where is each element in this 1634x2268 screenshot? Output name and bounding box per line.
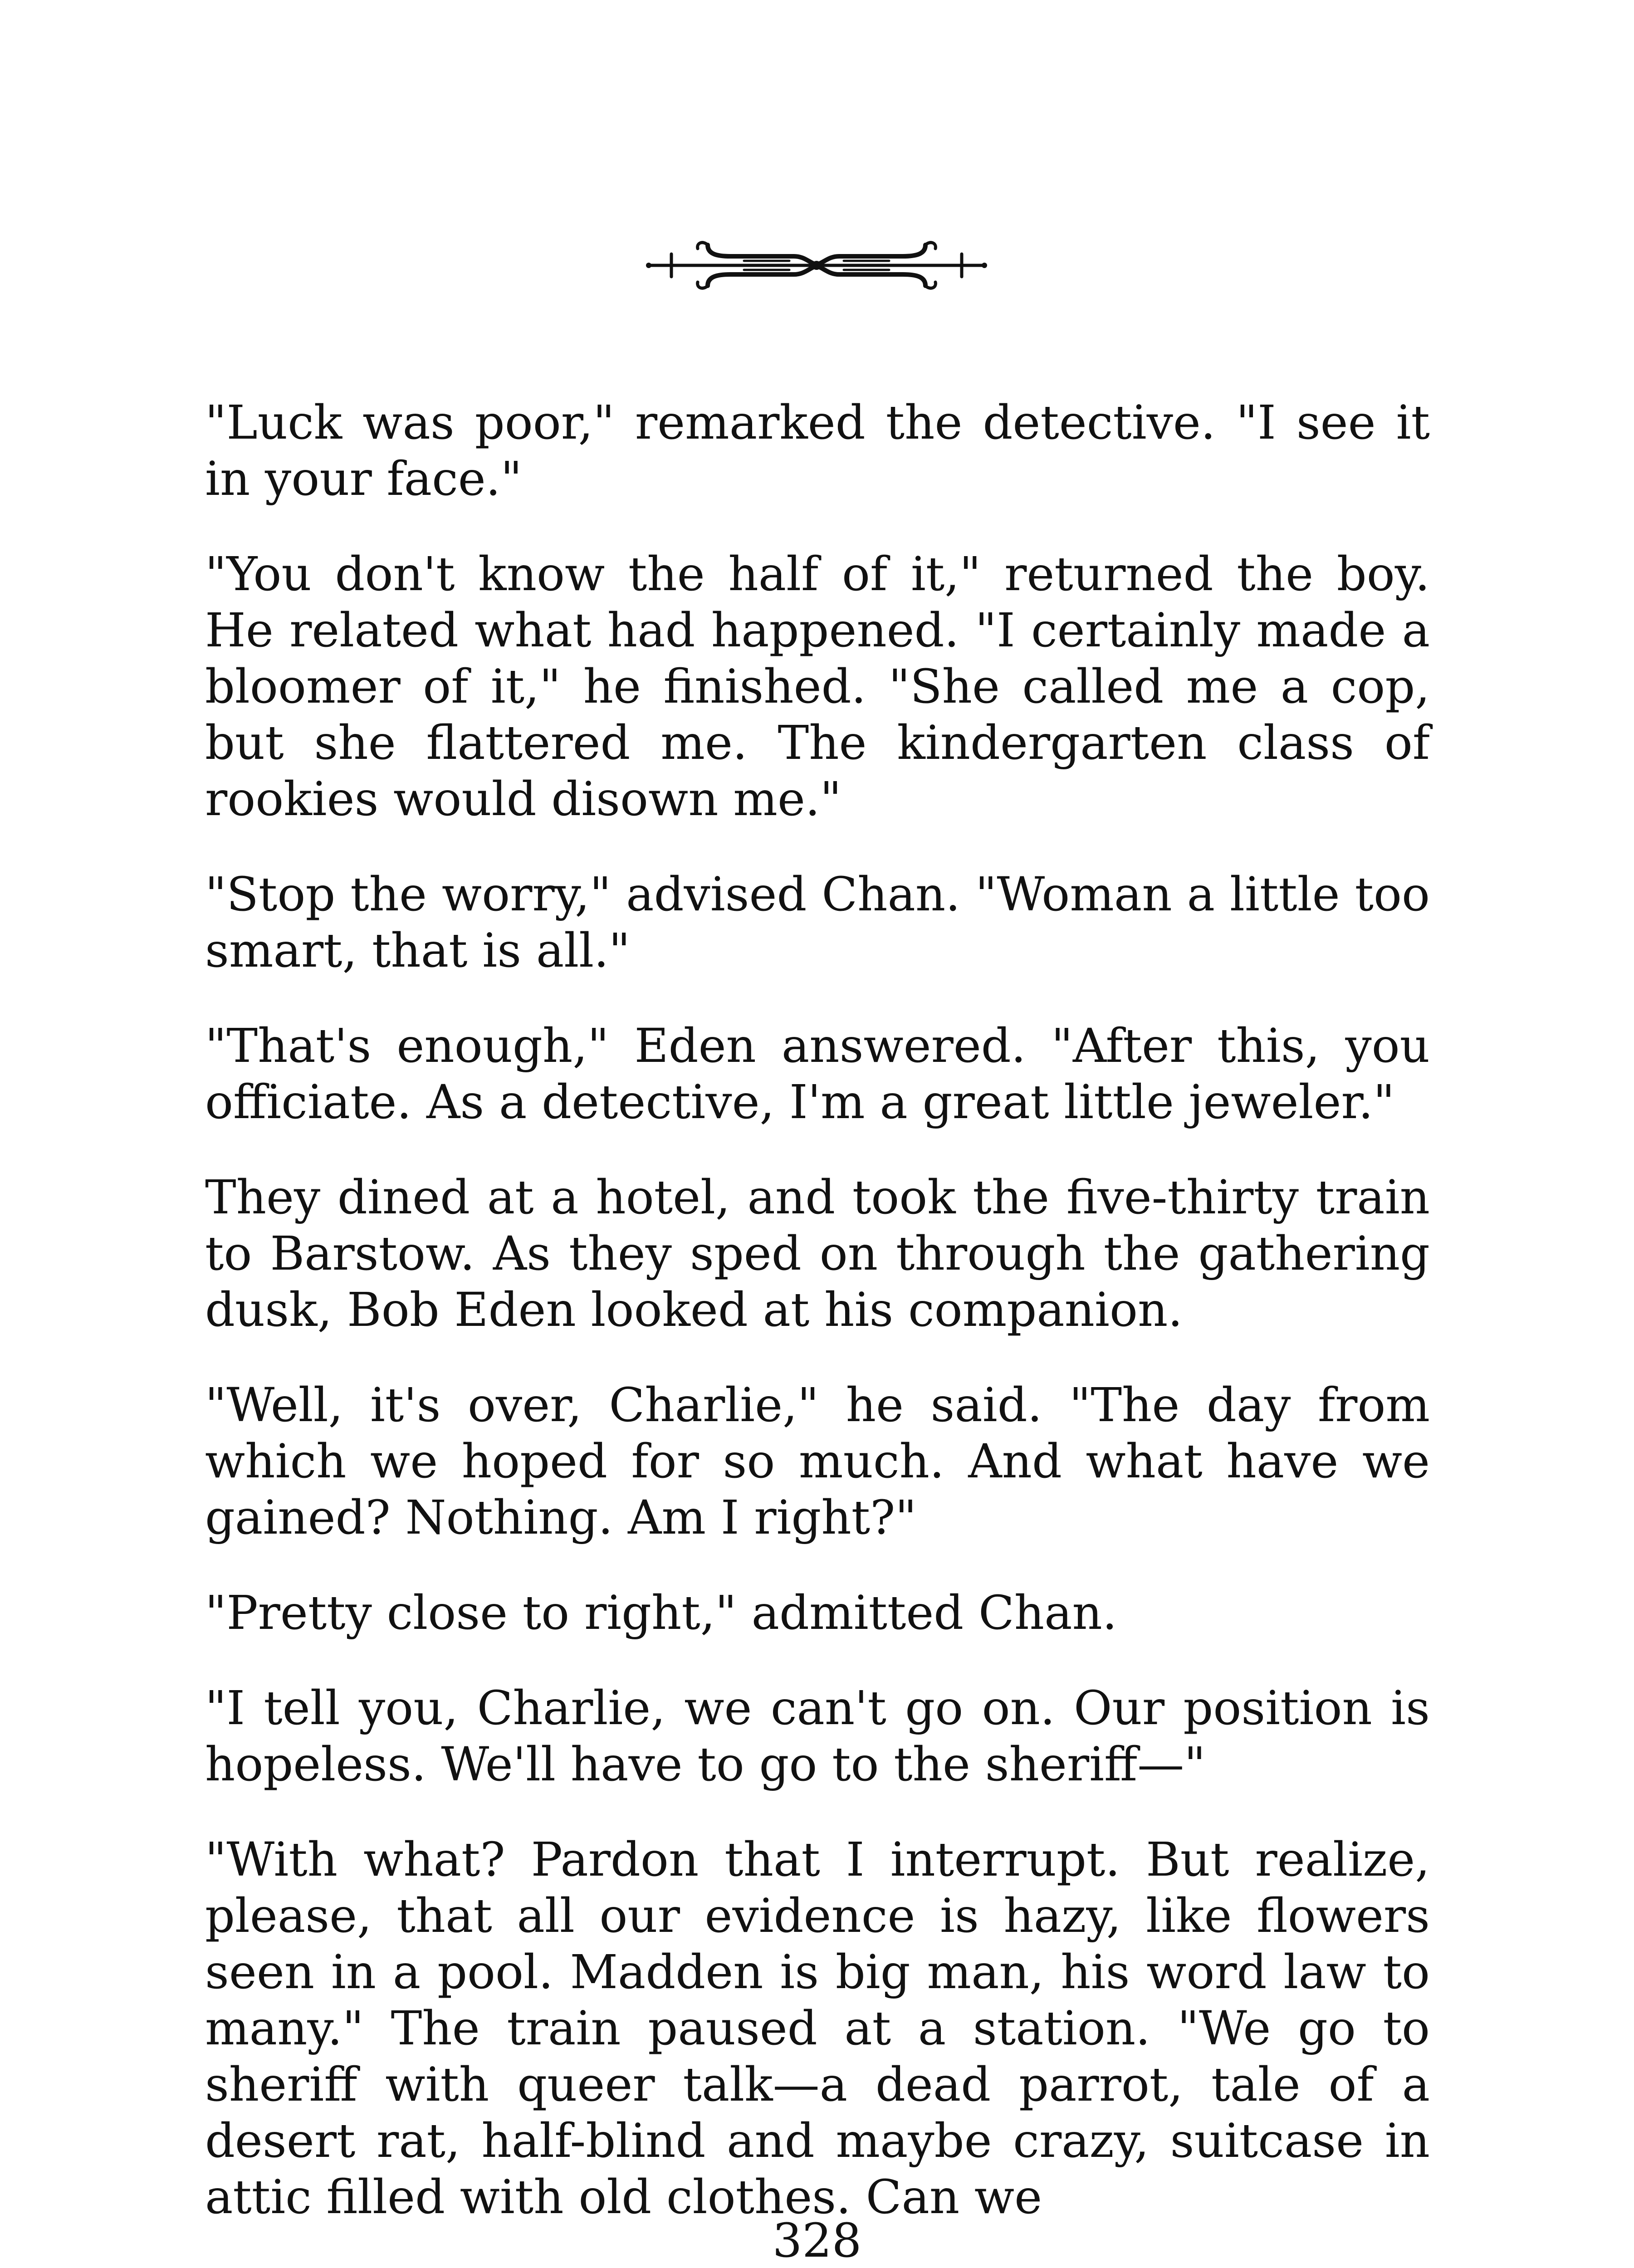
paragraph: "I tell you, Charlie, we can't go on. Our position is hopeless. We'll have to go to the sheriff—": [205, 1681, 1430, 1792]
scroll-ornament-icon: [640, 227, 993, 304]
paragraph: "With what? Pardon that I interrupt. But realize, please, that all our evidence is hazy, like flowers seen in a pool. Madden is big man, his word law to many." The train paused at a station. "We go to sheriff with queer talk—a dead parrot, tale of a desert rat, half-blind and maybe crazy, suitcase in attic filled with old clothes. Can we: [205, 1833, 1430, 2224]
paragraph: "Well, it's over, Charlie," he said. "The day from which we hoped for so much. And what have we gained? Nothing. Am I right?": [205, 1378, 1430, 1545]
paragraph: "Pretty close to right," admitted Chan.: [205, 1586, 1117, 1640]
paragraph: "Stop the worry," advised Chan. "Woman a little too smart, that is all.": [205, 867, 1430, 978]
page-number: 328: [772, 2214, 862, 2268]
paragraph: They dined at a hotel, and took the five-thirty train to Barstow. As they sped on through the gathering dusk, Bob Eden looked at his companion.: [205, 1170, 1430, 1337]
paragraph: "That's enough," Eden answered. "After this, you officiate. As a detective, I'm a great little jeweler.": [205, 1019, 1430, 1129]
body-text: [205, 395, 1430, 2264]
paragraph: "Luck was poor," remarked the detective. "I see it in your face.": [205, 396, 1430, 506]
paragraph: "You don't know the half of it," returned the boy. He related what had happened. "I certainly made a bloomer of it," he finished. "She called me a cop, but she flattered me. The kindergarten class of rookies would disown me.": [205, 547, 1430, 826]
